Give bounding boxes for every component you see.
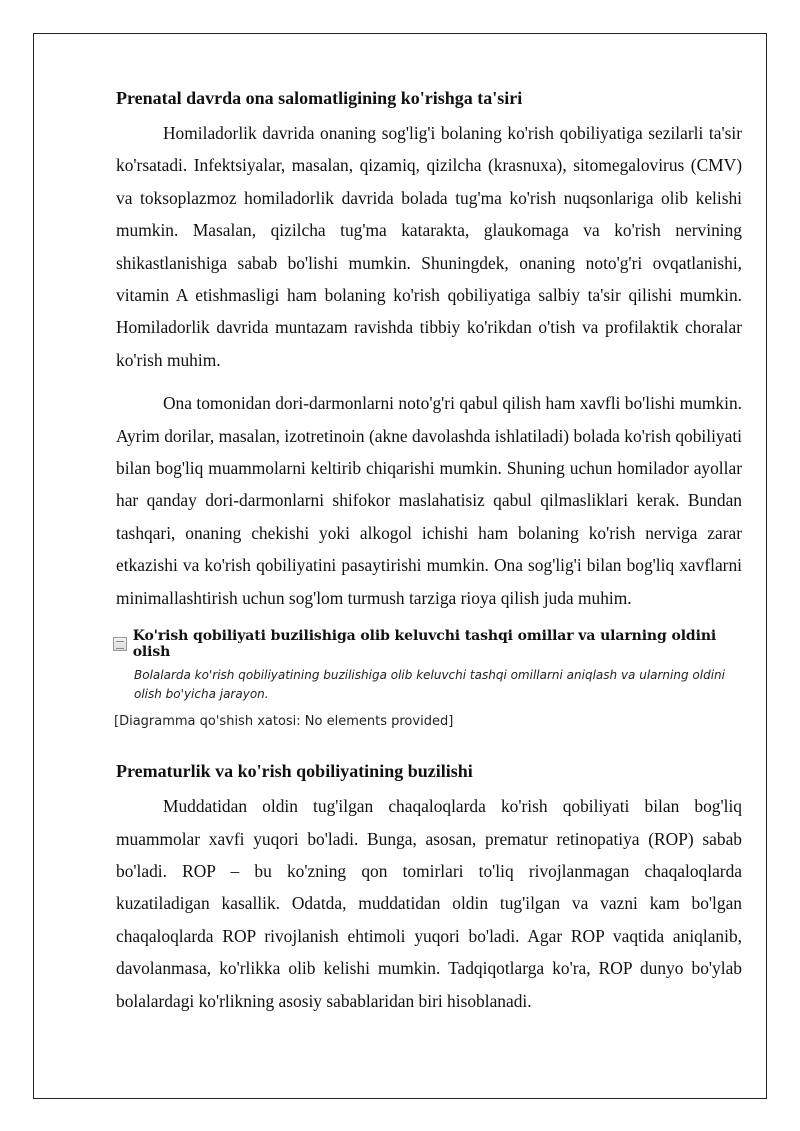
document-body [116,86,742,1017]
diagram-error-message: [Diagramma qo'shish xatosi: No elements provided] [114,714,454,730]
paragraph: Ona tomonidan dori-darmonlarni noto'g'ri qabul qilish ham xavfli bo'lishi mumkin. Ayrim dorilar, masalan, izotretinoin (akne davolashda ishlatiladi) bolada ko'rish qobiliyati bilan bog'liq muammolarni keltirib chiqarishi mumkin. Shuning uchun homilador ayollar har qanday dori-darmonlarni shifokor maslahatisiz qabul qilmasliklari kerak. Bundan tashqari, onaning chekishi yoki alkogol ichishi ham bolaning ko'rish nerviga zarar etkazishi va ko'rish qobiliyatini pasaytirishi mumkin. Ona sog'lig'i bilan bog'liq xavflarni minimallashtirish uchun sog'lom turmush tarziga rioya qilish juda muhim. [116,393,742,608]
diagram-title-row [113,628,742,660]
diagram-caption: Bolalarda ko'rish qobiliyatining buzilishiga olib keluvchi tashqi omillarni aniqlash va ularning oldini olish bo'yicha jarayon. [134,668,725,702]
diagram-title: Ko'rish qobiliyati buzilishiga olib keluvchi tashqi omillar va ularning oldini olish [132,628,717,661]
section-heading-prematurity: Prematurlik va ko'rish qobiliyatining buzilishi [116,761,473,782]
diagram-block [116,628,742,729]
paragraph: Muddatidan oldin tug'ilgan chaqaloqlarda ko'rish qobiliyati bilan bog'liq muammolar xavfi yuqori bo'ladi. Bunga, asosan, prematur retinopatiya (ROP) sabab bo'ladi. ROP – bu ko'zning qon tomirlari to'liq rivojlanmagan chaqaloqlarda kuzatiladigan kasallik. Odatda, muddatidan oldin tug'ilgan va vazni kam bo'lgan chaqaloqlarda ROP rivojlanish ehtimoli yuqori bo'ladi. Agar ROP vaqtida aniqlanib, davolanmasa, ko'rlikka olib kelishi mumkin. Tadqiqotlarga ko'ra, ROP dunyo bo'ylab bolalardagi ko'rlikning asosiy sabablaridan biri hisoblanadi. [116,796,742,1011]
paragraph: Homiladorlik davrida onaning sog'lig'i bolaning ko'rish qobiliyatiga sezilarli ta'sir ko'rsatadi. Infektsiyalar, masalan, qizamiq, qizilcha (krasnuxa), sitomegalovirus (CMV) va toksoplazmoz homiladorlik davrida bolada tug'ma ko'rish nuqsonlariga olib kelishi mumkin. Masalan, qizilcha tug'ma katarakta, glaukomaga va ko'rish nervining shikastlanishiga sabab bo'lishi mumkin. Shuningdek, onaning noto'g'ri ovqatlanishi, vitamin A etishmasligi ham bolaning ko'rish qobiliyatiga salbiy ta'sir qilishi mumkin. Homiladorlik davrida muntazam ravishda tibbiy ko'rikdan o'tish va profilaktik choralar ko'rish muhim. [116,123,742,370]
section-heading-prenatal: Prenatal davrda ona salomatligining ko'rishga ta'siri [116,88,523,108]
broken-image-icon [113,637,127,651]
